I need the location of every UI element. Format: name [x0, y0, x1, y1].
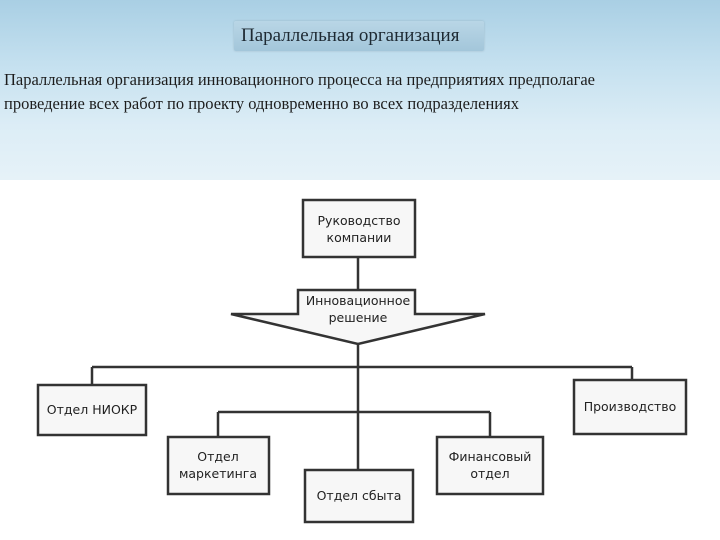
production-label: Производство: [583, 399, 677, 414]
finance-label-2: отдел: [470, 466, 510, 481]
finance-label-1: Финансовый: [448, 449, 532, 464]
rnd-label: Отдел НИОКР: [46, 402, 138, 417]
node-management: [303, 200, 415, 257]
description-line-1: Параллельная организация инновационного процесса на предприятиях предполагае: [4, 70, 596, 89]
innovation-label-2: решение: [328, 310, 388, 325]
management-label-2: компании: [326, 230, 392, 245]
marketing-label-2: маркетинга: [178, 466, 258, 481]
management-label-1: Руководство: [317, 213, 401, 228]
marketing-label-1: Отдел: [197, 449, 239, 464]
innovation-label-1: Инновационное: [305, 293, 411, 308]
description-line-2: проведение всех работ по проекту одновременно во всех подразделениях: [4, 94, 519, 113]
slide-title: Параллельная организация: [241, 25, 460, 46]
sales-label: Отдел сбыта: [316, 488, 402, 503]
